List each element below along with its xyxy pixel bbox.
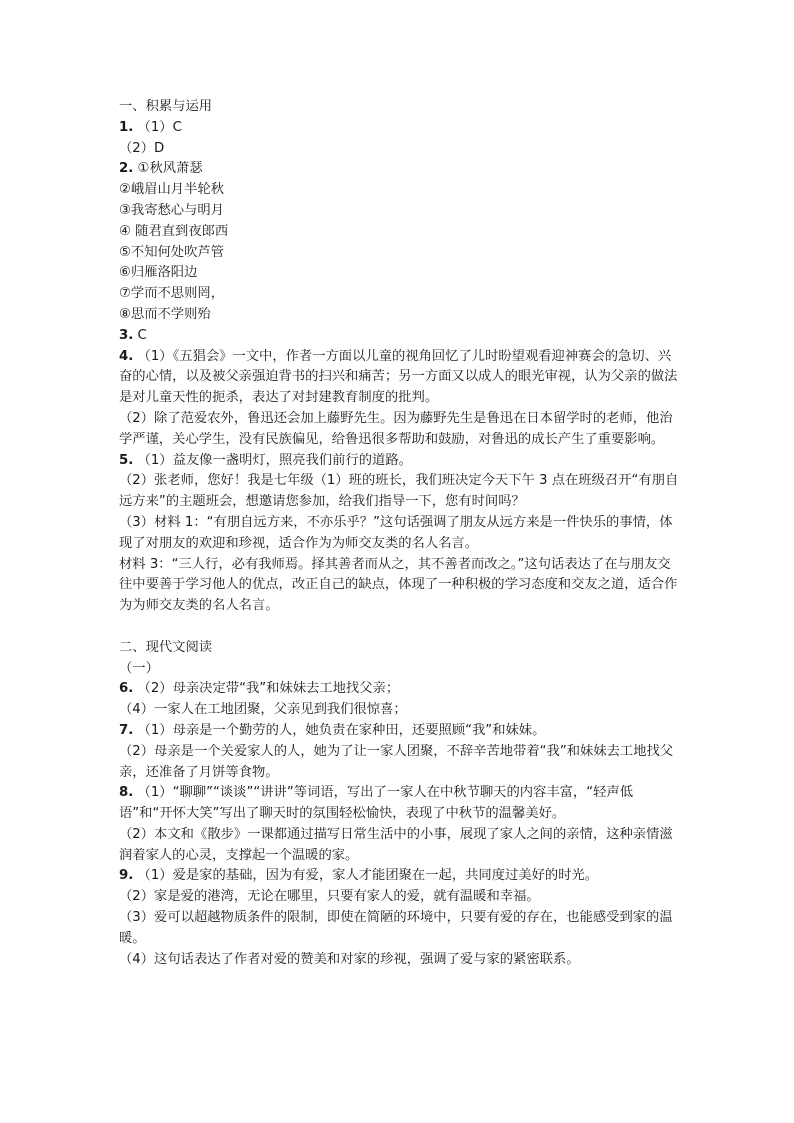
answer-text: （1）“聊聊”“谈谈”“讲讲”等词语，写出了一家人在中秋节聊天的内容丰富，“轻声低语”和“开怀大笑”写出了聊天时的氛围轻松愉快，表现了中秋节的温馨美好。 <box>119 785 634 822</box>
answer-line <box>119 284 679 305</box>
answer-text: （2）D <box>119 140 165 156</box>
answer-text: （1）C <box>133 119 182 135</box>
answer-text: ⑥归雁洛阳边 <box>119 265 198 281</box>
answer-content <box>119 97 679 970</box>
subsection-label: （一） <box>119 660 159 676</box>
answer-paragraph: （3）材料 1：“有朋自远方来，不亦乐乎？”这句话强调了朋友从远方来是一件快乐的事情，体现了对朋友的欢迎和珍视，适合作为为师交友类的名人名言。 <box>119 514 673 551</box>
question-number: 9. <box>119 868 134 884</box>
answer-paragraph <box>119 451 679 472</box>
answer-line <box>119 263 679 284</box>
answer-text: ⑧思而不学则殆 <box>119 306 211 322</box>
answer-text: ①秋风萧瑟 <box>133 161 203 177</box>
answer-text: C <box>133 327 147 343</box>
answer-line <box>119 326 679 347</box>
question-number: 4. <box>119 348 134 364</box>
answer-paragraph <box>119 347 679 409</box>
answer-paragraph: （4）这句话表达了作者对爱的赞美和对家的珍视，强调了爱与家的紧密联系。 <box>119 951 580 967</box>
answer-line <box>119 139 679 160</box>
question-number: 6. <box>119 681 134 697</box>
answer-paragraph: （2）母亲是一个关爱家人的人，她为了让一家人团聚，不辞辛苦地带着“我”和妹妹去工地找父亲，还准备了月饼等食物。 <box>119 743 674 780</box>
answer-text: （2）母亲决定带“我”和妹妹去工地找父亲； <box>133 681 400 697</box>
answer-text: ⑦学而不思则罔， <box>119 286 224 302</box>
question-number: 7. <box>119 722 134 738</box>
answer-paragraph <box>119 866 679 887</box>
blank-line <box>119 617 679 638</box>
section-heading: 一、积累与运用 <box>119 99 213 114</box>
answer-text: （1）益友像一盏明灯，照亮我们前行的道路。 <box>133 452 412 468</box>
question-number: 3. <box>119 327 134 343</box>
answer-line <box>119 159 679 180</box>
answer-paragraph: （4）一家人在工地团聚，父亲见到我们很惊喜； <box>119 702 407 718</box>
answer-text: （1）《五猖会》一文中，作者一方面以儿童的视角回忆了儿时盼望观看迎神赛会的急切、兴奋的心情，以及被父亲强迫背书的扫兴和痛苦；另一方面又以成人的眼光审视，认为父亲的做法是对儿童天性的扼杀，表达了对封建教育制度的批判。 <box>119 348 678 406</box>
answer-paragraph: （2）本文和《散步》一课都通过描写日常生活中的小事，展现了家人之间的亲情，这种亲情滋润着家人的心灵，支撑起一个温暖的家。 <box>119 826 673 863</box>
answer-paragraph: （2）张老师，您好！我是七年级（1）班的班长，我们班决定今天下午 3 点在班级召开“有朋自远方来”的主题班会，想邀请您参加，给我们指导一下，您有时间吗？ <box>119 473 679 510</box>
answer-paragraph: （2）家是爱的港湾，无论在哪里，只要有家人的爱，就有温暖和幸福。 <box>119 889 540 905</box>
answer-text: ⑤不知何处吹芦管 <box>119 244 224 260</box>
answer-text: ③我寄愁心与明月 <box>119 202 224 218</box>
answer-line <box>119 222 679 243</box>
question-number: 8. <box>119 785 134 801</box>
answer-paragraph <box>119 721 679 742</box>
answer-paragraph <box>119 783 679 825</box>
answer-line <box>119 118 679 139</box>
answer-line <box>119 243 679 264</box>
answer-line <box>119 201 679 222</box>
question-number: 5. <box>119 452 134 468</box>
question-number: 2. <box>119 161 134 177</box>
answer-text: ④ 随君直到夜郎西 <box>119 223 229 239</box>
answer-line <box>119 180 679 201</box>
answer-paragraph: 材料 3：“三人行，必有我师焉。择其善者而从之，其不善者而改之。”这句话表达了在与朋友交往中要善于学习他人的优点，改正自己的缺点，体现了一种积极的学习态度和交友之道，适合作为为师交友类的名人名言。 <box>119 556 678 614</box>
answer-text: ②峨眉山月半轮秋 <box>119 182 224 198</box>
answer-paragraph: （2）除了范爱农外，鲁迅还会加上藤野先生。因为藤野先生是鲁迅在日本留学时的老师，他治学严谨，关心学生，没有民族偏见，给鲁迅很多帮助和鼓励，对鲁迅的成长产生了重要影响。 <box>119 410 673 447</box>
answer-paragraph: （3）爱可以超越物质条件的限制，即使在简陋的环境中，只要有爱的存在，也能感受到家的温暖。 <box>119 910 673 946</box>
section-heading: 二、现代文阅读 <box>119 639 213 655</box>
question-number: 1. <box>119 119 134 135</box>
answer-text: （1）爱是家的基础，因为有爱，家人才能团聚在一起，共同度过美好的时光。 <box>133 868 599 884</box>
answer-text: （1）母亲是一个勤劳的人，她负责在家种田，还要照顾“我”和妹妹。 <box>133 722 546 738</box>
answer-paragraph <box>119 679 679 700</box>
answer-line <box>119 305 679 326</box>
